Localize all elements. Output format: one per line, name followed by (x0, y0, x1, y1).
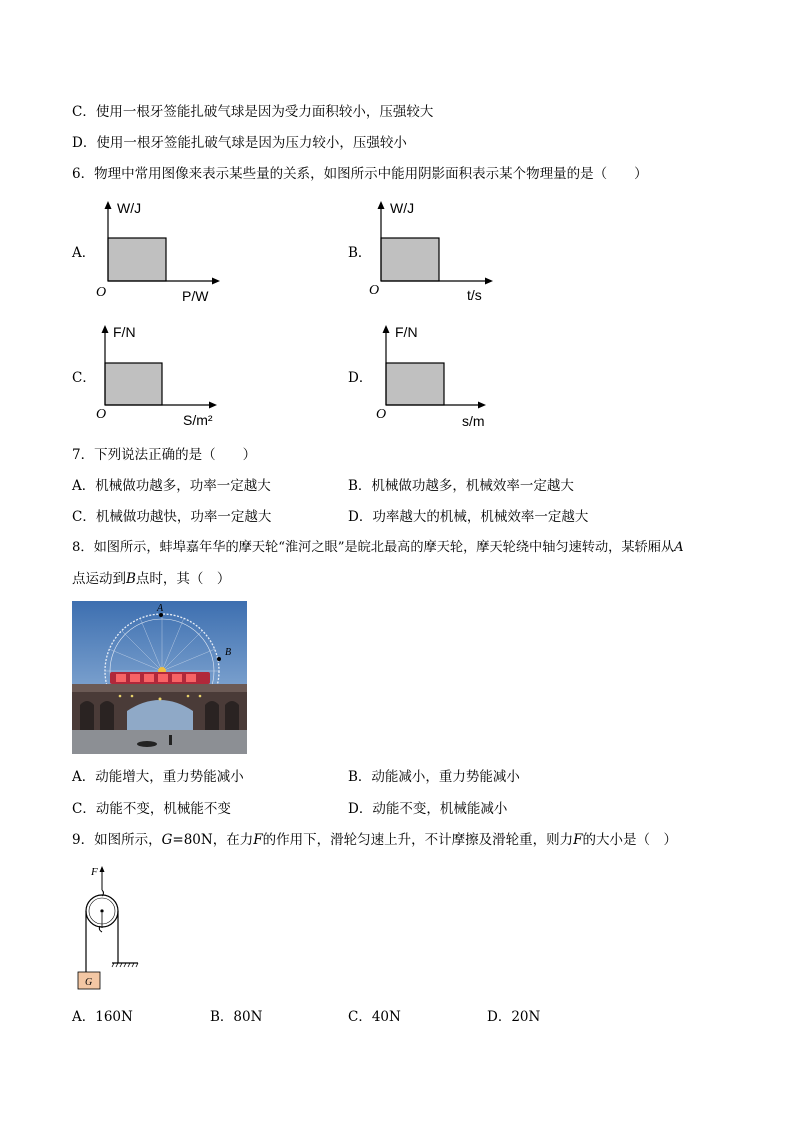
q8-stem-line2: 点运动到B点时，其（ ） (72, 571, 231, 587)
origin-label: O (96, 285, 107, 300)
q9-option-c: C．40N (348, 1009, 401, 1025)
point-b-marker (217, 657, 221, 661)
q6-option-a-letter: A． (72, 245, 96, 261)
pulley-diagram (72, 862, 152, 994)
origin-label: O (369, 283, 380, 298)
q5-option-c: C．使用一根牙签能扎破气球是因为受力面积较小，压强较大 (72, 104, 434, 120)
q7-stem: 7．下列说法正确的是（ ） (72, 447, 257, 463)
q7-option-d: D．功率越大的机械，机械效率一定越大 (348, 509, 589, 525)
shaded-area (386, 363, 444, 405)
shaded-area (381, 238, 439, 281)
pulley-axle (100, 909, 103, 912)
force-label: F (91, 866, 98, 878)
y-axis-label: F/N (113, 324, 136, 340)
q6-graph-a (90, 198, 240, 308)
q6-option-d-letter: D． (348, 370, 373, 386)
origin-label: O (96, 407, 107, 422)
q7-option-b: B．机械做功越多，机械效率一定越大 (348, 478, 574, 494)
x-axis-label: t/s (467, 287, 482, 303)
q7-option-c: C．机械做功越快，功率一定越大 (72, 509, 272, 525)
y-axis-label: F/N (395, 324, 418, 340)
x-axis-label: s/m (462, 413, 485, 429)
q8-option-d: D．动能不变，机械能减小 (348, 801, 508, 817)
q9-option-a: A．160N (72, 1009, 133, 1025)
ground (72, 730, 247, 754)
origin-label: O (376, 407, 387, 422)
q8-option-a: A．动能增大，重力势能减小 (72, 769, 244, 785)
weight-label: G (85, 977, 93, 988)
q5-option-d: D．使用一根牙签能扎破气球是因为压力较小，压强较小 (72, 135, 407, 151)
x-axis-label: P/W (182, 288, 209, 304)
q9-stem: 9．如图所示，G=80N，在力F的作用下，滑轮匀速上升，不计摩擦及滑轮重，则力F的大小是（ ） (72, 832, 677, 848)
point-b-label: B (225, 647, 232, 658)
q9-option-d: D．20N (487, 1009, 541, 1025)
q6-graph-c (88, 320, 238, 432)
gate-roof (72, 684, 247, 692)
q6-option-b-letter: B． (348, 245, 372, 261)
x-axis-label: S/m² (183, 412, 213, 428)
shaded-area (108, 238, 166, 281)
y-axis-label: W/J (117, 200, 142, 216)
q6-stem: 6．物理中常用图像来表示某些量的关系，如图所示中能用阴影面积表示某个物理量的是（ ） (72, 166, 648, 182)
q6-graph-d (368, 320, 518, 432)
q8-option-c: C．动能不变，机械能不变 (72, 801, 231, 817)
q9-option-b: B．80N (210, 1009, 263, 1025)
q8-option-b: B．动能减小，重力势能减小 (348, 769, 520, 785)
ferris-wheel-photo (72, 601, 247, 754)
motorbike (137, 741, 157, 747)
point-a-label: A (157, 603, 164, 614)
shaded-area (105, 363, 162, 405)
q6-graph-b (363, 198, 513, 308)
q7-option-a: A．机械做功越多，功率一定越大 (72, 478, 271, 494)
q6-option-c-letter: C． (72, 370, 96, 386)
y-axis-label: W/J (390, 200, 415, 216)
q8-stem-line1: 8．如图所示，蚌埠嘉年华的摩天轮“淮河之眼”是皖北最高的摩天轮，摩天轮绕中轴匀速转动，某轿厢从A (72, 540, 684, 555)
